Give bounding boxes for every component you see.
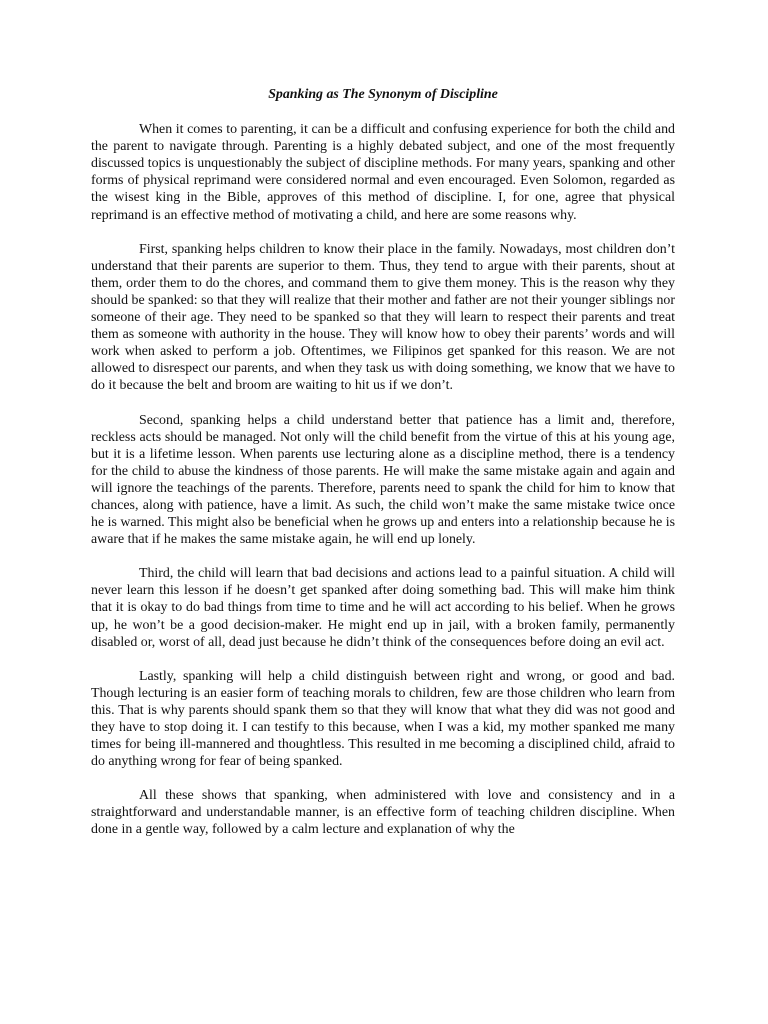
paragraph-first-reason: First, spanking helps children to know their place in the family. Nowadays, most children don’t understand that their parents are superior to them. Thus, they tend to argue with their parents, shout at them, order them to do the chores, and command them to give them money. This is the reason why they should be spanked: so that they will realize that their mother and father are not their younger siblings nor someone of their age. They need to be spanked so that they will learn to respect their parents and treat them as someone with authority in the house. They will know how to obey their parents’ words and will work when asked to perform a job. Oftentimes, we Filipinos get spanked for this reason. We are not allowed to disrespect our parents, and when they task us with doing something, we know that we have to do it because the belt and broom are waiting to hit us if we don’t. — [91, 241, 675, 394]
document-title: Spanking as The Synonym of Discipline — [268, 87, 498, 102]
paragraph-third-reason: Third, the child will learn that bad decisions and actions lead to a painful situation. A child will never learn this lesson if he doesn’t get spanked after doing something bad. This will make him think that it is okay to do bad things from time to time and he will act according to his belief. When he grows up, he won’t be a good decision-maker. He might end up in jail, with a broken family, permanently disabled or, worst of all, dead just because he didn’t think of the consequences before doing an evil act. — [91, 566, 675, 650]
paragraph-last-reason: Lastly, spanking will help a child distinguish between right and wrong, or good and bad. Though lecturing is an easier form of teaching morals to children, few are those children who learn from this. That is why parents should spank them so that they will know that what they did was not good and they have to stop doing it. I can testify to this because, when I was a kid, my mother spanked me many times for being ill-mannered and thoughtless. This resulted in me becoming a disciplined child, afraid to do anything wrong for fear of being spanked. — [91, 668, 675, 770]
paragraph-intro: When it comes to parenting, it can be a difficult and confusing experience for both the child and the parent to navigate through. Parenting is a highly debated subject, and one of the most frequently discussed topics is unquestionably the subject of discipline methods. For many years, spanking and other forms of physical reprimand were considered normal and even encouraged. Even Solomon, regarded as the wisest king in the Bible, approves of this method of discipline. I, for one, agree that physical reprimand is an effective method of motivating a child, and here are some reasons why. — [91, 122, 675, 223]
paragraph-conclusion: All these shows that spanking, when administered with love and consistency and in a straightforward and understandable manner, is an effective form of teaching children discipline. When done in a gentle way, followed by a calm lecture and explanation of why the — [91, 788, 675, 838]
document-page — [91, 86, 675, 856]
paragraph-second-reason: Second, spanking helps a child understand better that patience has a limit and, therefore, reckless acts should be managed. Not only will the child benefit from the virtue of this at his young age, but it is a lifetime lesson. When parents use lecturing alone as a discipline method, there is a tendency for the child to abuse the kindness of those parents. He will make the same mistake again and again and will ignore the teachings of the parents. Therefore, parents need to spank the child for him to know that chances, along with patience, have a limit. As such, the child won’t make the same mistake twice once he is warned. This might also be beneficial when he grows up and enters into a relationship because he is aware that if he makes the same mistake again, he will end up lonely. — [91, 412, 675, 548]
